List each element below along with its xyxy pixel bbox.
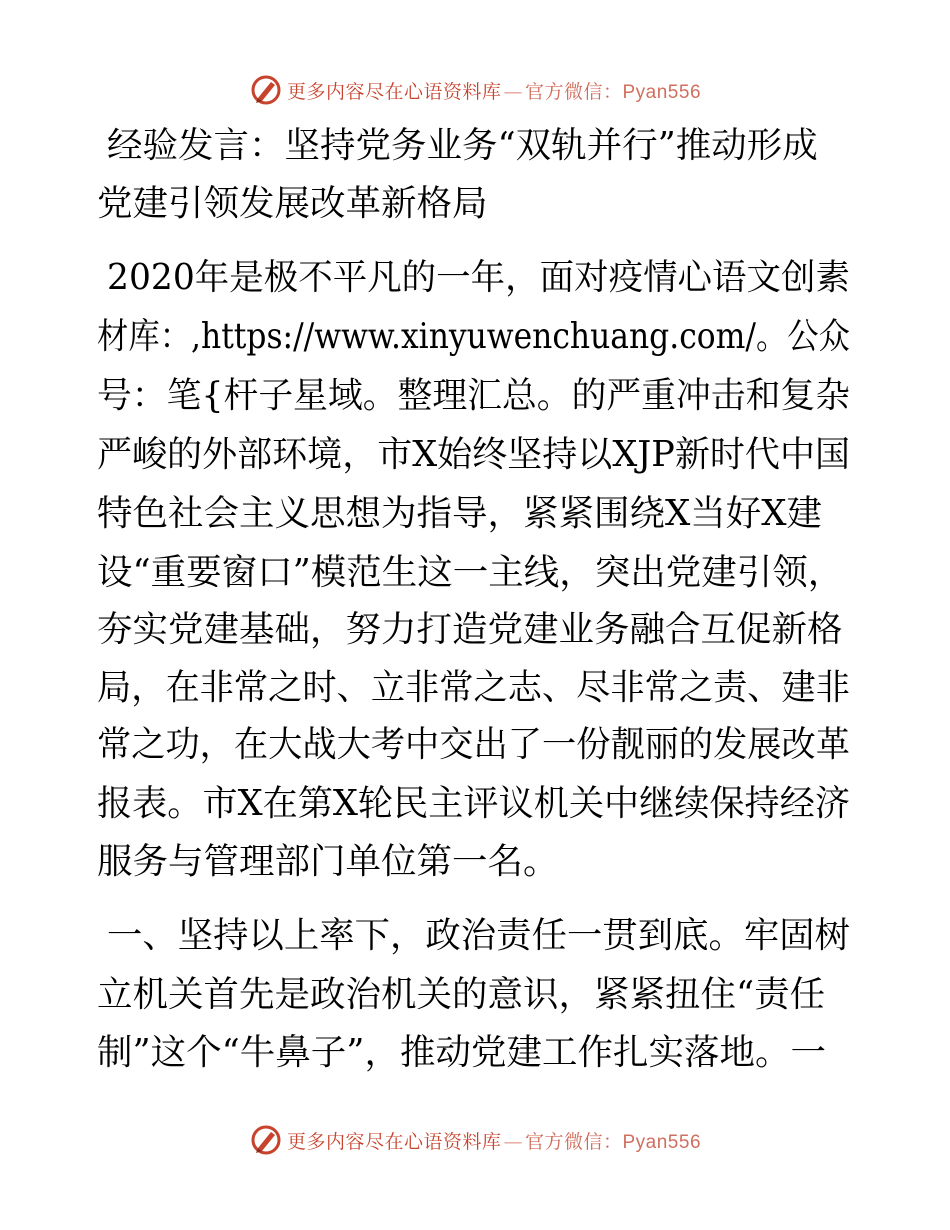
para1-line — [0, 250, 950, 306]
para1-line — [0, 486, 950, 542]
para2-text: 一、坚持以上率下，政治责任一贯到底。牢固树 — [107, 915, 850, 956]
para1-line — [0, 717, 950, 773]
para1-line — [0, 834, 950, 890]
pen-logo-icon — [249, 1123, 283, 1157]
watermark-official: 官方微信： — [524, 1130, 623, 1153]
para1-text: 局，在非常之时、立非常之志、尽非常之责、建非 — [97, 667, 850, 708]
para1-line — [0, 776, 950, 832]
para1-text: 严峻的外部环境，市X始终坚持以XJP新时代中国 — [97, 434, 850, 475]
para1-line — [0, 368, 950, 424]
watermark-id: Pyan556 — [622, 1131, 702, 1153]
para1-text: 特色社会主义思想为指导，紧紧围绕X当好X建 — [97, 493, 823, 534]
watermark-text — [287, 1127, 701, 1154]
para1-text: 服务与管理部门单位第一名。 — [97, 841, 559, 882]
watermark-official: 官方微信： — [524, 80, 623, 103]
para2-text: 立机关首先是政治机关的意识，紧紧扭住“责任 — [97, 974, 826, 1015]
para1-text: 号：笔{杆子星域。整理汇总。的严重冲击和复杂 — [97, 375, 850, 416]
watermark-main: 更多内容尽在心语资料库 — [286, 80, 502, 103]
watermark-text — [287, 77, 701, 104]
para1-line — [0, 545, 950, 601]
watermark-separator: — — [503, 1130, 523, 1153]
watermark-footer — [0, 1122, 950, 1158]
para2-line — [0, 908, 950, 964]
watermark-main: 更多内容尽在心语资料库 — [286, 1130, 502, 1153]
para1-text: 2020年是极不平凡的一年，面对疫情心语文创素 — [107, 257, 850, 298]
watermark-header — [0, 72, 950, 108]
title-text-1: 经验发言：坚持党务业务“双轨并行”推动形成 — [107, 125, 818, 166]
para1-line — [0, 602, 950, 658]
para1-text: 常之功，在大战大考中交出了一份靓丽的发展改革 — [97, 724, 850, 765]
title-line-1 — [0, 118, 950, 174]
para2-text: 制”这个“牛鼻子”，推动党建工作扎实落地。一 — [97, 1032, 826, 1073]
watermark-separator: — — [503, 80, 523, 103]
para1-line — [0, 309, 950, 365]
title-line-2 — [0, 176, 950, 232]
para2-line — [0, 967, 950, 1023]
watermark-id: Pyan556 — [622, 81, 702, 103]
para1-line — [0, 427, 950, 483]
para1-text: 报表。市X在第X轮民主评议机关中继续保持经济 — [97, 783, 850, 824]
pen-logo-icon — [249, 73, 283, 107]
para1-text: 材库：,https://www.xinyuwenchuang.com/。公众 — [97, 316, 850, 357]
para1-text: 夯实党建基础，努力打造党建业务融合互促新格 — [97, 609, 843, 650]
title-text-2: 党建引领发展改革新格局 — [97, 183, 488, 224]
para1-line — [0, 660, 950, 716]
para2-line — [0, 1025, 950, 1081]
para1-text: 设“重要窗口”模范生这一主线，突出党建引领， — [97, 552, 844, 593]
